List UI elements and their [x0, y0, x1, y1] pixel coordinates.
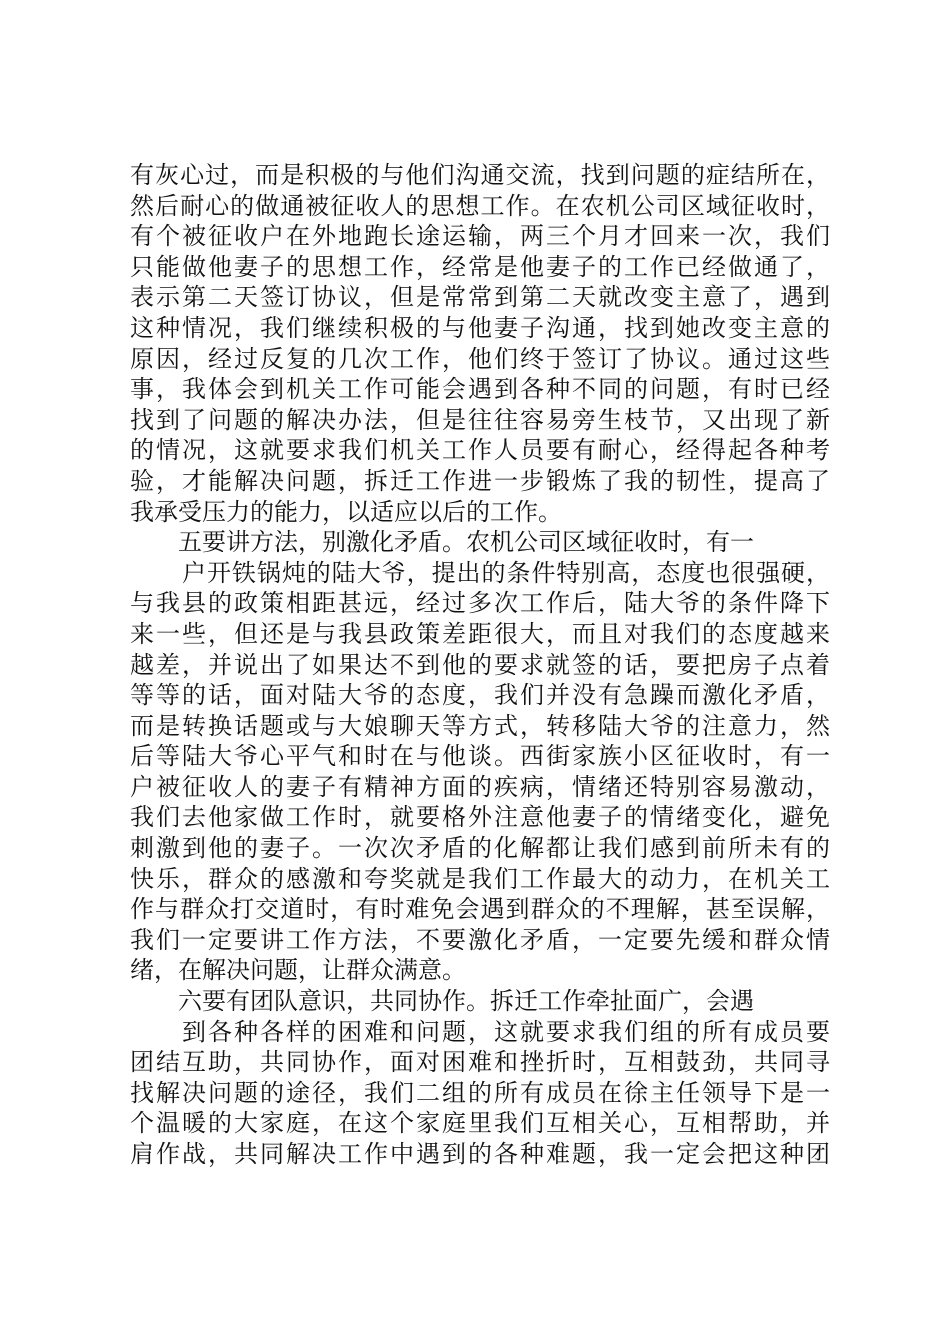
text-line: 刺激到他的妻子。一次次矛盾的化解都让我们感到前所未有的 — [130, 834, 830, 863]
text-line: 只能做他妻子的思想工作，经常是他妻子的工作已经做通了， — [130, 252, 830, 281]
text-line: 有灰心过，而是积极的与他们沟通交流，找到问题的症结所在， — [130, 161, 830, 189]
text-line: 团结互助，共同协作，面对困难和挫折时，互相鼓劲，共同寻 — [130, 1048, 830, 1077]
text-line: 找到了问题的解决办法，但是往往容易旁生枝节，又出现了新 — [130, 405, 830, 434]
text-line: 肩作战，共同解决工作中遇到的各种难题，我一定会把这种团 — [130, 1140, 830, 1168]
text-line: 户开铁锅炖的陆大爷，提出的条件特别高，态度也很强硬， — [182, 558, 830, 587]
text-line: 绪，在解决问题，让群众满意。 — [130, 956, 466, 985]
text-line: 原因，经过反复的几次工作，他们终于签订了协议。通过这些 — [130, 344, 830, 373]
text-line: 六要有团队意识，共同协作。拆迁工作牵扯面广，会遇 — [178, 987, 754, 1016]
text-line: 然后耐心的做通被征收人的思想工作。在农机公司区域征收时， — [130, 191, 830, 220]
text-line: 与我县的政策相距甚远，经过多次工作后，陆大爷的条件降下 — [130, 589, 830, 618]
text-line: 越差，并说出了如果达不到他的要求就签的话，要把房子点着 — [130, 650, 830, 679]
text-line: 我承受压力的能力，以适应以后的工作。 — [130, 497, 562, 526]
text-line: 快乐，群众的感激和夸奖就是我们工作最大的动力，在机关工 — [130, 864, 830, 893]
text-line: 五要讲方法，别激化矛盾。农机公司区域征收时，有一 — [178, 528, 754, 557]
text-line: 后等陆大爷心平气和时在与他谈。西街家族小区征收时，有一 — [130, 742, 830, 771]
text-line: 等等的话，面对陆大爷的态度，我们并没有急躁而激化矛盾， — [130, 681, 830, 710]
text-line: 事，我体会到机关工作可能会遇到各种不同的问题，有时已经 — [130, 375, 830, 404]
text-line: 表示第二天签订协议，但是常常到第二天就改变主意了，遇到 — [130, 283, 830, 312]
text-line: 户被征收人的妻子有精神方面的疾病，情绪还特别容易激动， — [130, 772, 830, 801]
text-line: 这种情况，我们继续积极的与他妻子沟通，找到她改变主意的 — [130, 313, 830, 342]
body-text — [130, 160, 830, 1170]
text-line: 找解决问题的途径，我们二组的所有成员在徐主任领导下是一 — [130, 1078, 830, 1107]
text-line: 而是转换话题或与大娘聊天等方式，转移陆大爷的注意力，然 — [130, 711, 830, 740]
text-line: 的情况，这就要求我们机关工作人员要有耐心，经得起各种考 — [130, 436, 830, 465]
text-line: 我们去他家做工作时，就要格外注意他妻子的情绪变化，避免 — [130, 803, 830, 832]
text-line: 作与群众打交道时，有时难免会遇到群众的不理解，甚至误解， — [130, 895, 830, 924]
text-line: 个温暖的大家庭，在这个家庭里我们互相关心，互相帮助，并 — [130, 1109, 830, 1138]
text-line: 来一些，但还是与我县政策差距很大，而且对我们的态度越来 — [130, 619, 830, 648]
text-line: 有个被征收户在外地跑长途运输，两三个月才回来一次，我们 — [130, 222, 830, 251]
text-line: 我们一定要讲工作方法，不要激化矛盾，一定要先缓和群众情 — [130, 925, 830, 954]
text-line: 到各种各样的困难和问题，这就要求我们组的所有成员要 — [182, 1017, 830, 1046]
text-line: 验，才能解决问题，拆迁工作进一步锻炼了我的韧性，提高了 — [130, 466, 830, 495]
